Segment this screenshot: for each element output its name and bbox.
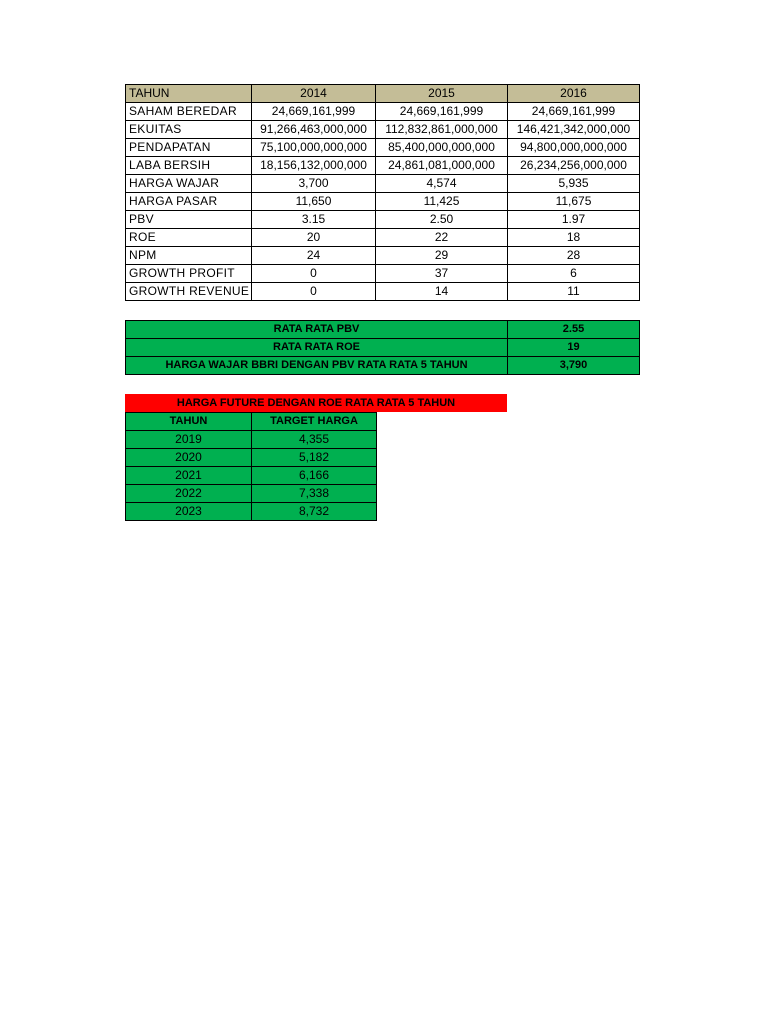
cell-value: 6 bbox=[508, 265, 640, 283]
cell-value: 18,156,132,000,000 bbox=[252, 157, 376, 175]
summary-value: 3,790 bbox=[508, 357, 640, 375]
year-cell: 2019 bbox=[126, 431, 252, 449]
summary-value: 19 bbox=[508, 339, 640, 357]
cell-value: 11,425 bbox=[376, 193, 508, 211]
row-label: ROE bbox=[126, 229, 252, 247]
summary-value: 2.55 bbox=[508, 321, 640, 339]
price-cell: 6,166 bbox=[252, 467, 377, 485]
table-row bbox=[126, 121, 640, 139]
cell-value: 5,935 bbox=[508, 175, 640, 193]
cell-value: 29 bbox=[376, 247, 508, 265]
table-row bbox=[126, 175, 640, 193]
cell-value: 3.15 bbox=[252, 211, 376, 229]
cell-value: 24 bbox=[252, 247, 376, 265]
table-row bbox=[126, 211, 640, 229]
row-label: SAHAM BEREDAR bbox=[126, 103, 252, 121]
cell-value: 26,234,256,000,000 bbox=[508, 157, 640, 175]
cell-value: 0 bbox=[252, 283, 376, 301]
cell-value: 14 bbox=[376, 283, 508, 301]
row-label: GROWTH REVENUE bbox=[126, 283, 252, 301]
future-header-row bbox=[126, 413, 377, 431]
table-row bbox=[126, 265, 640, 283]
table-row bbox=[126, 431, 377, 449]
cell-value: 11,675 bbox=[508, 193, 640, 211]
cell-value: 75,100,000,000,000 bbox=[252, 139, 376, 157]
table-row bbox=[126, 503, 377, 521]
row-label: GROWTH PROFIT bbox=[126, 265, 252, 283]
cell-value: 28 bbox=[508, 247, 640, 265]
table-row bbox=[126, 103, 640, 121]
header-tahun: TAHUN bbox=[126, 85, 252, 103]
year-cell: 2023 bbox=[126, 503, 252, 521]
row-label: HARGA PASAR bbox=[126, 193, 252, 211]
cell-value: 24,669,161,999 bbox=[376, 103, 508, 121]
cell-value: 4,574 bbox=[376, 175, 508, 193]
price-cell: 7,338 bbox=[252, 485, 377, 503]
summary-row bbox=[126, 321, 640, 339]
table-row bbox=[126, 485, 377, 503]
future-price-table bbox=[125, 412, 377, 521]
row-label: PBV bbox=[126, 211, 252, 229]
cell-value: 85,400,000,000,000 bbox=[376, 139, 508, 157]
year-cell: 2020 bbox=[126, 449, 252, 467]
cell-value: 1.97 bbox=[508, 211, 640, 229]
cell-value: 18 bbox=[508, 229, 640, 247]
cell-value: 22 bbox=[376, 229, 508, 247]
summary-row bbox=[126, 339, 640, 357]
cell-value: 24,669,161,999 bbox=[508, 103, 640, 121]
price-cell: 8,732 bbox=[252, 503, 377, 521]
cell-value: 24,669,161,999 bbox=[252, 103, 376, 121]
table-row bbox=[126, 157, 640, 175]
cell-value: 3,700 bbox=[252, 175, 376, 193]
cell-value: 11,650 bbox=[252, 193, 376, 211]
cell-value: 37 bbox=[376, 265, 508, 283]
table-row bbox=[126, 283, 640, 301]
year-cell: 2021 bbox=[126, 467, 252, 485]
row-label: PENDAPATAN bbox=[126, 139, 252, 157]
header-tahun: TAHUN bbox=[126, 413, 252, 431]
table-row bbox=[126, 247, 640, 265]
table-row bbox=[126, 467, 377, 485]
row-label: EKUITAS bbox=[126, 121, 252, 139]
cell-value: 94,800,000,000,000 bbox=[508, 139, 640, 157]
table-row bbox=[126, 229, 640, 247]
price-cell: 5,182 bbox=[252, 449, 377, 467]
row-label: LABA BERSIH bbox=[126, 157, 252, 175]
table-row bbox=[126, 449, 377, 467]
cell-value: 112,832,861,000,000 bbox=[376, 121, 508, 139]
summary-label: HARGA WAJAR BBRI DENGAN PBV RATA RATA 5 TAHUN bbox=[126, 357, 508, 375]
price-cell: 4,355 bbox=[252, 431, 377, 449]
row-label: HARGA WAJAR bbox=[126, 175, 252, 193]
summary-row bbox=[126, 357, 640, 375]
summary-label: RATA RATA ROE bbox=[126, 339, 508, 357]
table-row bbox=[126, 193, 640, 211]
cell-value: 146,421,342,000,000 bbox=[508, 121, 640, 139]
table-header-row bbox=[126, 85, 640, 103]
cell-value: 2.50 bbox=[376, 211, 508, 229]
header-2016: 2016 bbox=[508, 85, 640, 103]
year-cell: 2022 bbox=[126, 485, 252, 503]
future-price-title: HARGA FUTURE DENGAN ROE RATA RATA 5 TAHUN bbox=[125, 394, 507, 412]
summary-label: RATA RATA PBV bbox=[126, 321, 508, 339]
header-2014: 2014 bbox=[252, 85, 376, 103]
cell-value: 91,266,463,000,000 bbox=[252, 121, 376, 139]
cell-value: 20 bbox=[252, 229, 376, 247]
cell-value: 11 bbox=[508, 283, 640, 301]
row-label: NPM bbox=[126, 247, 252, 265]
summary-table bbox=[125, 320, 640, 375]
cell-value: 0 bbox=[252, 265, 376, 283]
table-row bbox=[126, 139, 640, 157]
financial-table bbox=[125, 84, 640, 301]
header-target-harga: TARGET HARGA bbox=[252, 413, 377, 431]
header-2015: 2015 bbox=[376, 85, 508, 103]
cell-value: 24,861,081,000,000 bbox=[376, 157, 508, 175]
